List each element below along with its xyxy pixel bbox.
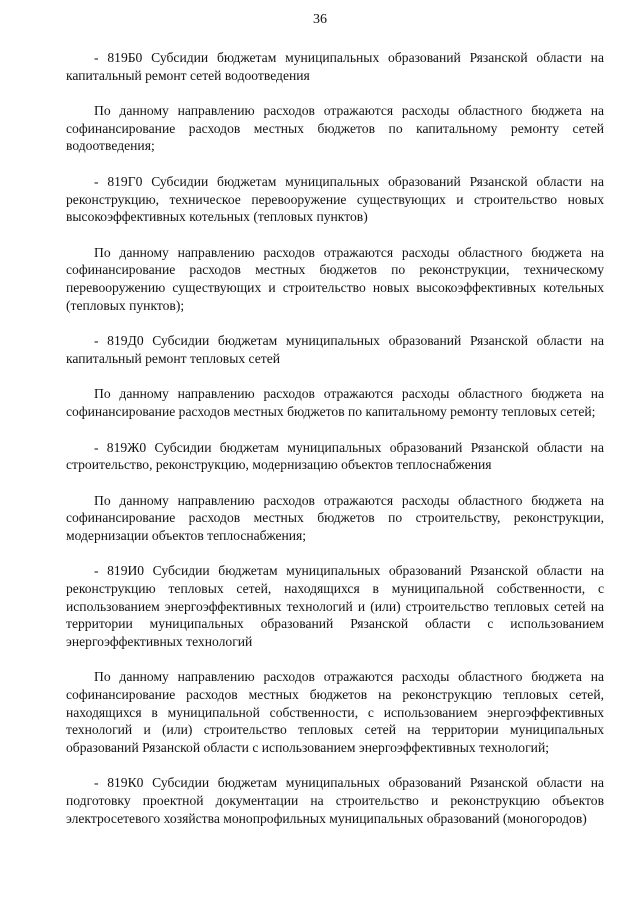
code-paragraph-819d0: - 819Д0 Субсидии бюджетам муниципальных образований Рязанской области на капитальный ремонт тепловых сетей	[66, 333, 604, 366]
description-paragraph-819g0: По данному направлению расходов отражаются расходы областного бюджета на софинансирование расходов местных бюджетов по реконструкции, техническому перевооружению существующих и строительство новых высокоэффективных котельных (тепловых пунктов);	[66, 244, 604, 313]
code-paragraph-819i0: - 819И0 Субсидии бюджетам муниципальных образований Рязанской области на реконструкцию тепловых сетей, находящихся в муниципальной собственности, с использованием энергоэффективных технологий и (или) строительство тепловых сетей на территории муниципальных образований Рязанской области с использованием энергоэффективных технологий	[66, 563, 604, 649]
description-paragraph-819zh0: По данному направлению расходов отражаются расходы областного бюджета на софинансирование расходов местных бюджетов по строительству, реконструкции, модернизации объектов теплоснабжения;	[66, 492, 604, 543]
description-paragraph-819i0: По данному направлению расходов отражаются расходы областного бюджета на софинансирование расходов местных бюджетов на реконструкцию тепловых сетей, находящихся в муниципальной собственности, с использованием энергоэффективных технологий и (или) строительство тепловых сетей на территории муниципальных образований Рязанской области с использованием энергоэффективных технологий;	[66, 669, 604, 755]
description-paragraph-819b0: По данному направлению расходов отражаются расходы областного бюджета на софинансирование расходов местных бюджетов по капитальному ремонту сетей водоотведения;	[66, 103, 604, 154]
code-paragraph-819g0: - 819Г0 Субсидии бюджетам муниципальных образований Рязанской области на реконструкцию, техническое перевооружение существующих и строительство новых высокоэффективных котельных (тепловых пунктов)	[66, 173, 604, 225]
description-paragraph-819d0: По данному направлению расходов отражаются расходы областного бюджета на софинансирование расходов местных бюджетов по капитальному ремонту тепловых сетей;	[66, 386, 604, 419]
document-body	[66, 49, 604, 845]
code-paragraph-819k0: - 819К0 Субсидии бюджетам муниципальных образований Рязанской области на подготовку проектной документации на строительство и реконструкцию объектов электросетевого хозяйства монопрофильных муниципальных образований (моногородов)	[66, 775, 604, 826]
code-paragraph-819zh0: - 819Ж0 Субсидии бюджетам муниципальных образований Рязанской области на строительство, реконструкцию, модернизацию объектов теплоснабжения	[66, 439, 604, 473]
code-paragraph-819b0: - 819Б0 Субсидии бюджетам муниципальных образований Рязанской области на капитальный ремонт сетей водоотведения	[66, 50, 604, 83]
page-number: 36	[313, 12, 327, 27]
